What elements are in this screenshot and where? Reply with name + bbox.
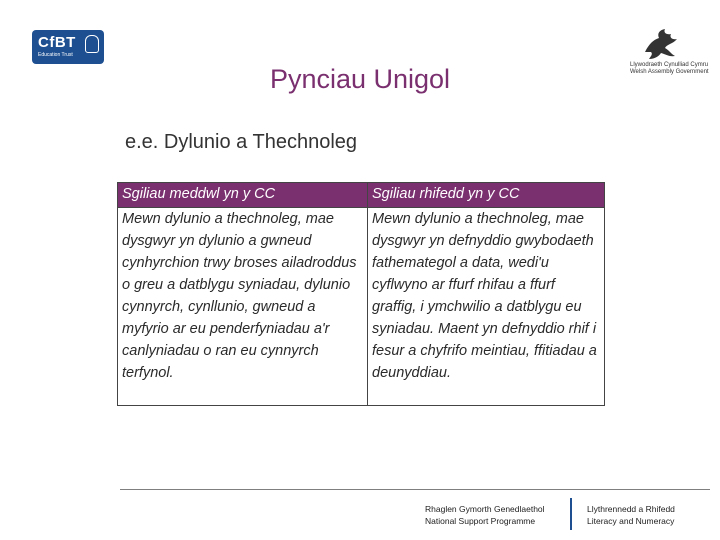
gov-logo-line1: Llywodraeth Cynulliad Cymru: [630, 62, 709, 68]
cfbt-logo-brand: CfBT: [38, 34, 76, 51]
slide-subtitle: e.e. Dylunio a Thechnoleg: [125, 131, 358, 153]
thinking-skills-header: Sgiliau meddwl yn y CC: [118, 183, 368, 208]
cfbt-hand-icon: [85, 35, 99, 53]
footer-literacy-english: Literacy and Numeracy: [587, 516, 675, 526]
footer-programme-welsh: Rhaglen Gymorth Genedlaethol: [425, 504, 545, 514]
cfbt-logo: [32, 30, 104, 64]
numeracy-skills-cell: Mewn dylunio a thechnoleg, mae dysgwyr yn defnyddio gwybodaeth fathemategol a data, wedi'u cyflwyno ar ffurf rhifau a ffurf graffig, i ymchwilio a datblygu eu syniadau. Maent yn defnyddio rhif i fesur a chyfrifo meintiau, ffitiadau a deunyddiau.: [368, 208, 605, 406]
welsh-dragon-icon: [641, 26, 681, 62]
table-row: [118, 208, 605, 406]
footer-divider: [570, 498, 572, 530]
table-header-row: [118, 183, 605, 208]
numeracy-skills-header: Sgiliau rhifedd yn y CC: [368, 183, 605, 208]
thinking-skills-cell: Mewn dylunio a thechnoleg, mae dysgwyr yn dylunio a gwneud cynhyrchion trwy broses ailadroddus o greu a datblygu syniadau, dylunio cynnyrch, cynllunio, gwneud a myfyrio ar eu penderfyniadau a'r canlyniadau o ran eu cynnyrch terfynol.: [118, 208, 368, 406]
skills-table: [117, 182, 605, 406]
footer-programme-english: National Support Programme: [425, 516, 536, 526]
cfbt-logo-sub: Education Trust: [38, 52, 73, 58]
footer-literacy-welsh: Llythrennedd a Rhifedd: [587, 504, 675, 514]
gov-logo-line2: Welsh Assembly Government: [630, 69, 709, 75]
footer-programme: [425, 503, 545, 527]
footer-literacy: [587, 503, 675, 527]
slide-title: Pynciau Unigol: [269, 64, 451, 94]
footer-rule: [120, 489, 710, 490]
